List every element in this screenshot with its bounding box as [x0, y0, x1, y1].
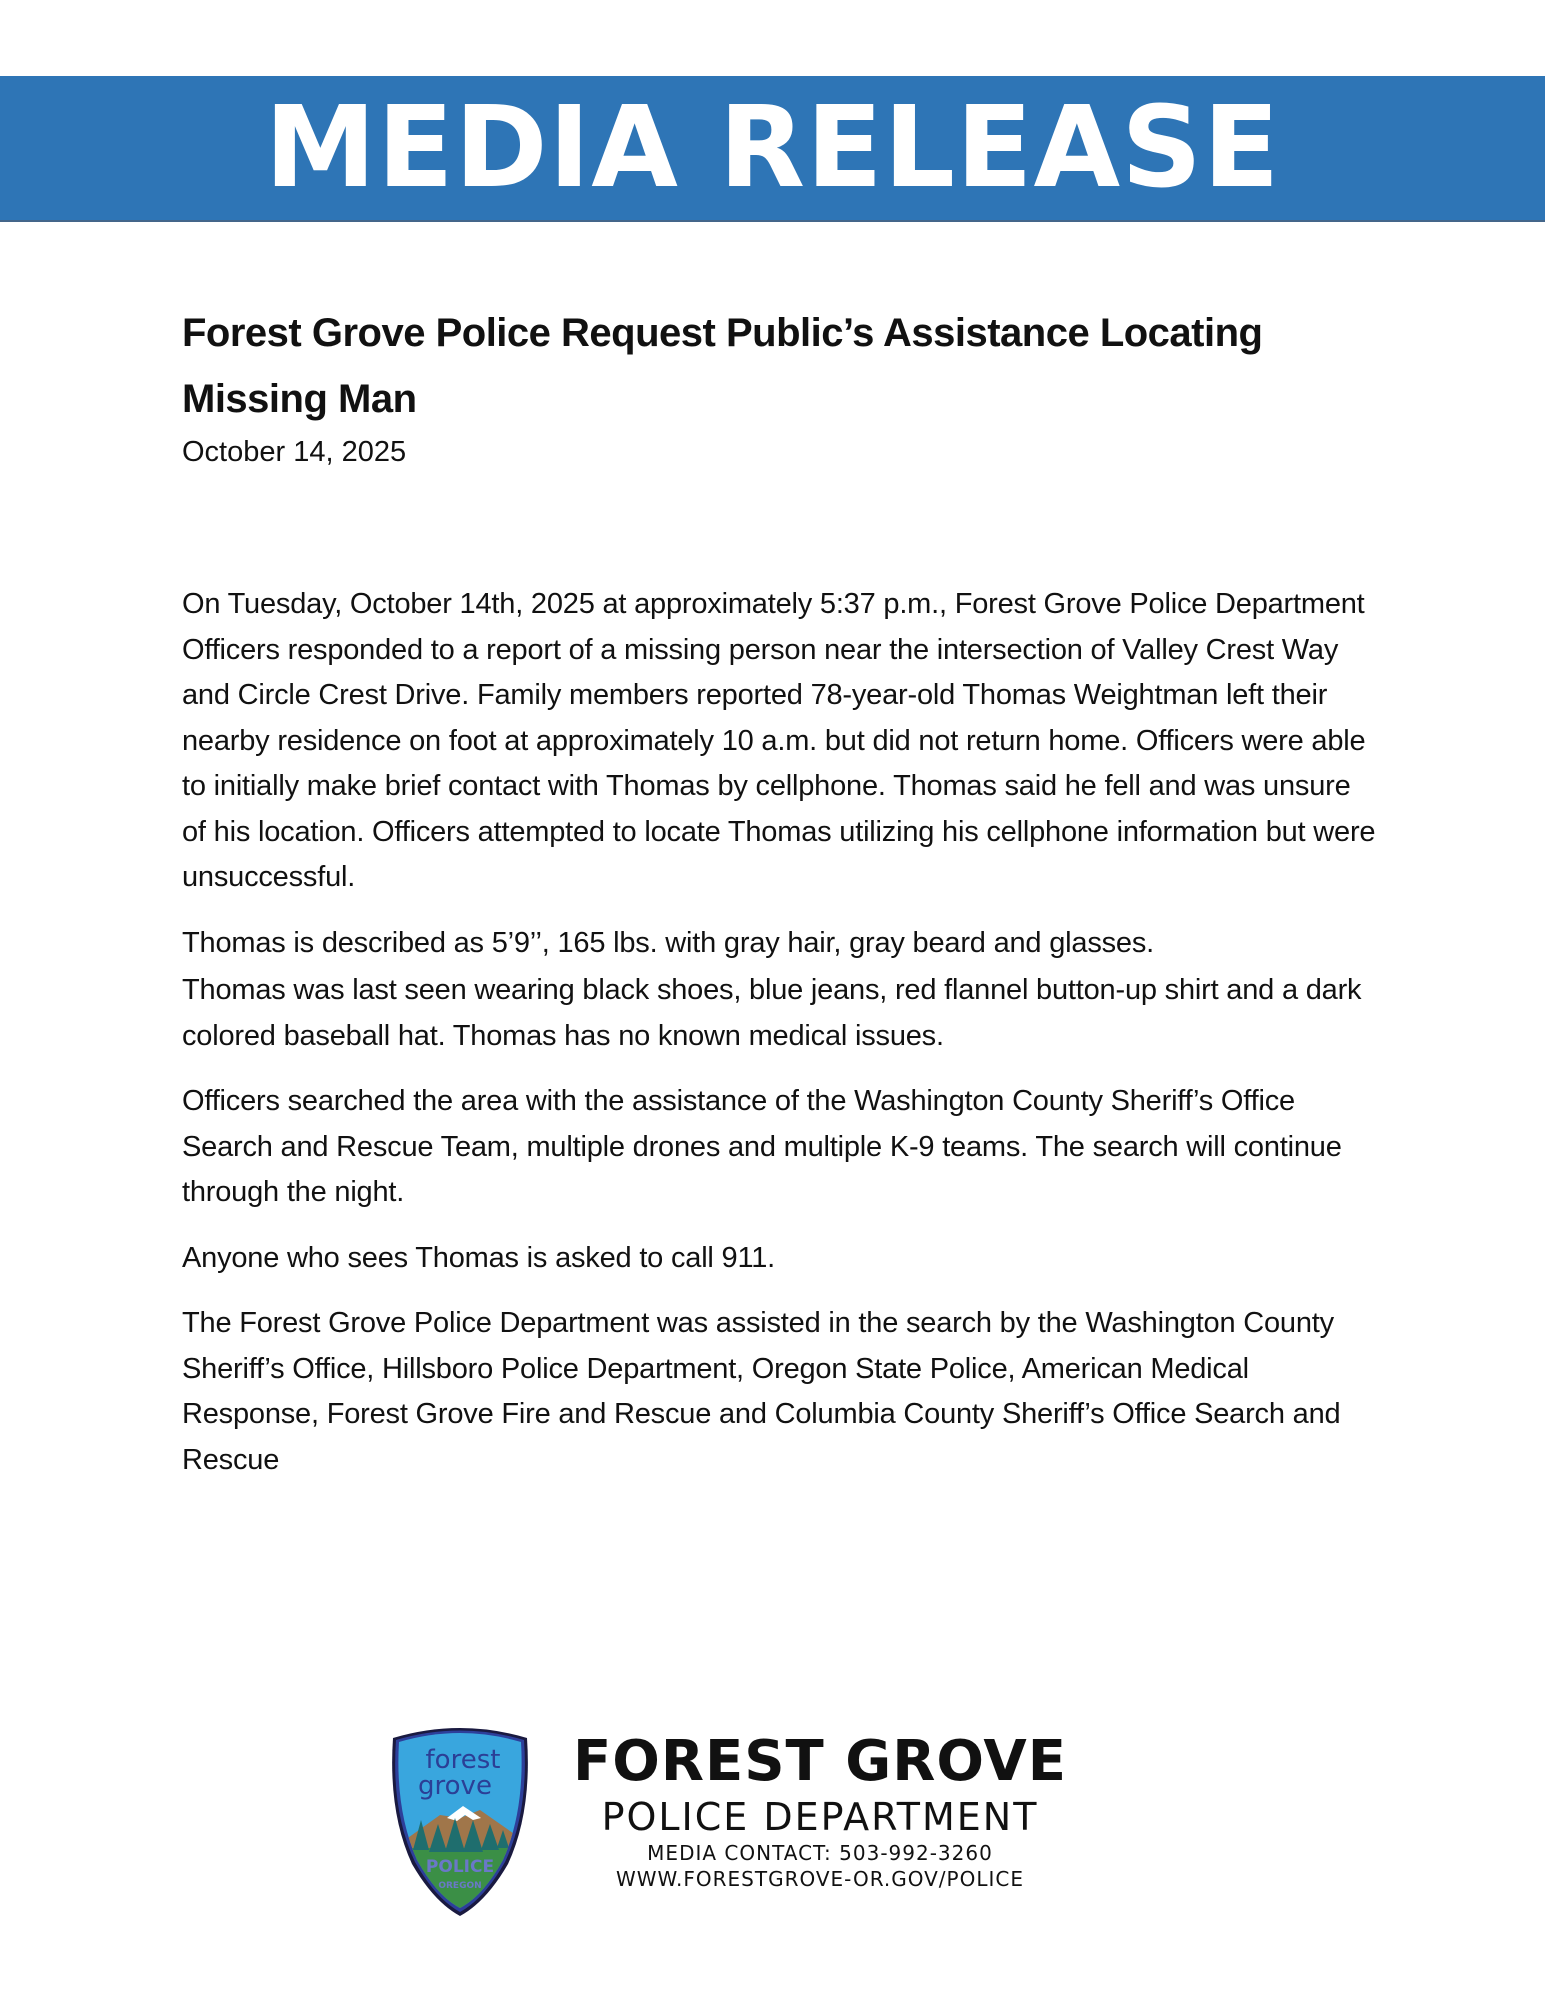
org-name: FOREST GROVE [572, 1729, 1068, 1794]
department-name: POLICE DEPARTMENT [601, 1795, 1039, 1839]
svg-text:forest: forest [425, 1745, 501, 1775]
headline [182, 300, 1382, 432]
org-block [570, 1730, 1070, 1892]
paragraph-clothing: Thomas was last seen wearing black shoes, blue jeans, red flannel button-up shirt and a dark colored baseball hat. Thomas has no known medical issues. [182, 974, 1362, 1052]
svg-text:OREGON: OREGON [438, 1881, 482, 1891]
release-header [182, 300, 1382, 472]
headline-line-1: Forest Grove Police Request Public’s Assistance Locating [182, 311, 1263, 355]
paragraph-description: Thomas is described as 5’9’’, 165 lbs. with gray hair, gray beard and glasses. [182, 926, 1155, 959]
release-date: October 14, 2025 [182, 436, 407, 468]
paragraph-search: Officers searched the area with the assistance of the Washington County Sheriff’s Office Search and Rescue Team, multiple drones and multiple K-9 teams. The search will continue through the night. [182, 1085, 1342, 1208]
paragraph-call-911: Anyone who sees Thomas is asked to call 911. [182, 1241, 776, 1274]
media-release-banner [0, 76, 1545, 222]
svg-text:POLICE: POLICE [425, 1857, 495, 1877]
banner-title: MEDIA RELEASE [264, 83, 1281, 213]
media-contact: MEDIA CONTACT: 503-992-3260 [647, 1841, 993, 1865]
svg-text:grove: grove [418, 1771, 492, 1801]
paragraph-assisting-agencies: The Forest Grove Police Department was assisted in the search by the Washington County Sheriff’s Office, Hillsboro Police Department, Oregon State Police, American Medical Response, Forest Grove Fire and Rescue and Columbia County Sheriff’s Office Search and Rescue [182, 1307, 1341, 1476]
police-badge-icon [385, 1720, 535, 1920]
release-body [182, 582, 1382, 1503]
website-link[interactable]: WWW.FORESTGROVE-OR.GOV/POLICE [616, 1867, 1024, 1891]
footer [385, 1720, 1085, 1920]
paragraph-incident: On Tuesday, October 14th, 2025 at approximately 5:37 p.m., Forest Grove Police Department Officers responded to a report of a missing person near the intersection of Valley Crest Way and Circle Crest Drive. Family members reported 78-year-old Thomas Weightman left their nearby residence on foot at approximately 10 a.m. but did not return home. Officers were able to initially make brief contact with Thomas by cellphone. Thomas said he fell and was unsure of his location. Officers attempted to locate Thomas utilizing his cellphone information but were unsuccessful. [182, 588, 1376, 893]
headline-line-2: Missing Man [182, 377, 417, 421]
